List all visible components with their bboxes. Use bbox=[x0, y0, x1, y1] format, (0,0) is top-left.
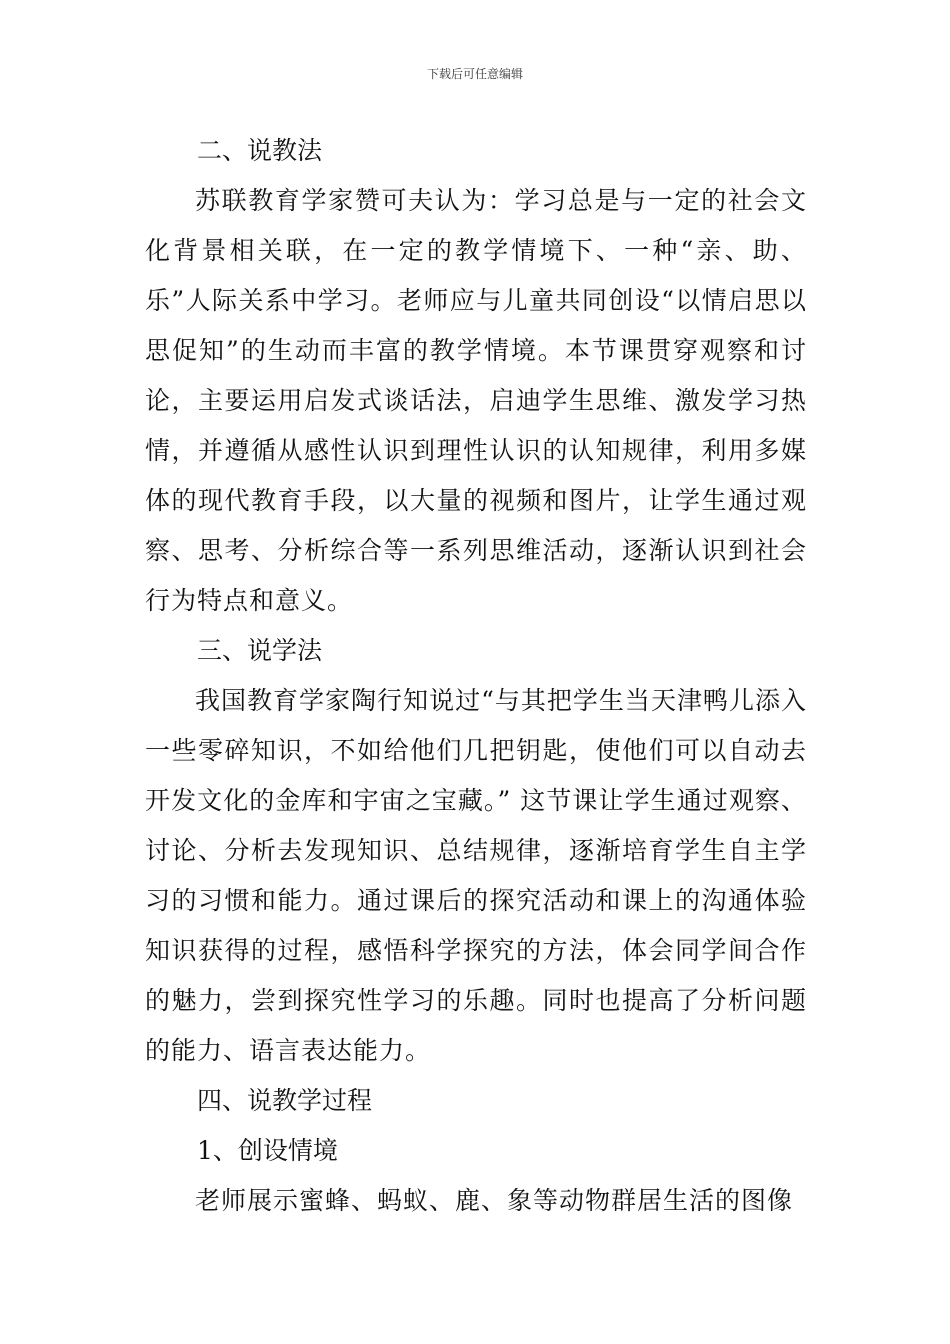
page-header-note: 下载后可任意编辑 bbox=[426, 67, 523, 81]
subheading-create-situation: 1、创设情境 bbox=[197, 1136, 338, 1165]
section-heading-learning-method: 三、说学法 bbox=[197, 636, 323, 665]
section-heading-teaching-method: 二、说教法 bbox=[197, 136, 323, 165]
section-heading-teaching-process: 四、说教学过程 bbox=[197, 1086, 373, 1115]
paragraph-create-situation: 老师展示蜜蜂、蚂蚁、鹿、象等动物群居生活的图像 bbox=[195, 1186, 794, 1215]
paragraph-teaching-method: 苏联教育学家赞可夫认为：学习总是与一定的社会文化背景相关联，在一定的教学情境下、一种“亲、助、乐”人际关系中学习。老师应与儿童共同创设“以情启思以思促知”的生动而丰富的教学情境。本节课贯穿观察和讨论，主要运用启发式谈话法，启迪学生思维、激发学习热情，并遵循从感性认识到理性认识的认知规律，利用多媒体的现代教育手段，以大量的视频和图片，让学生通过观察、思考、分析综合等一系列思维活动，逐渐认识到社会行为特点和意义。 bbox=[145, 186, 807, 615]
paragraph-learning-method: 我国教育学家陶行知说过“与其把学生当天津鸭儿添入一些零碎知识，不如给他们几把钥匙，使他们可以自动去开发文化的金库和宇宙之宝藏。” 这节课让学生通过观察、讨论、分析去发现知识、总结规律，逐渐培育学生自主学习的习惯和能力。通过课后的探究活动和课上的沟通体验知识获得的过程，感悟科学探究的方法，体会同学间合作的魅力，尝到探究性学习的乐趣。同时也提高了分析问题的能力、语言表达能力。 bbox=[145, 686, 807, 1065]
document-body bbox=[145, 126, 807, 1226]
